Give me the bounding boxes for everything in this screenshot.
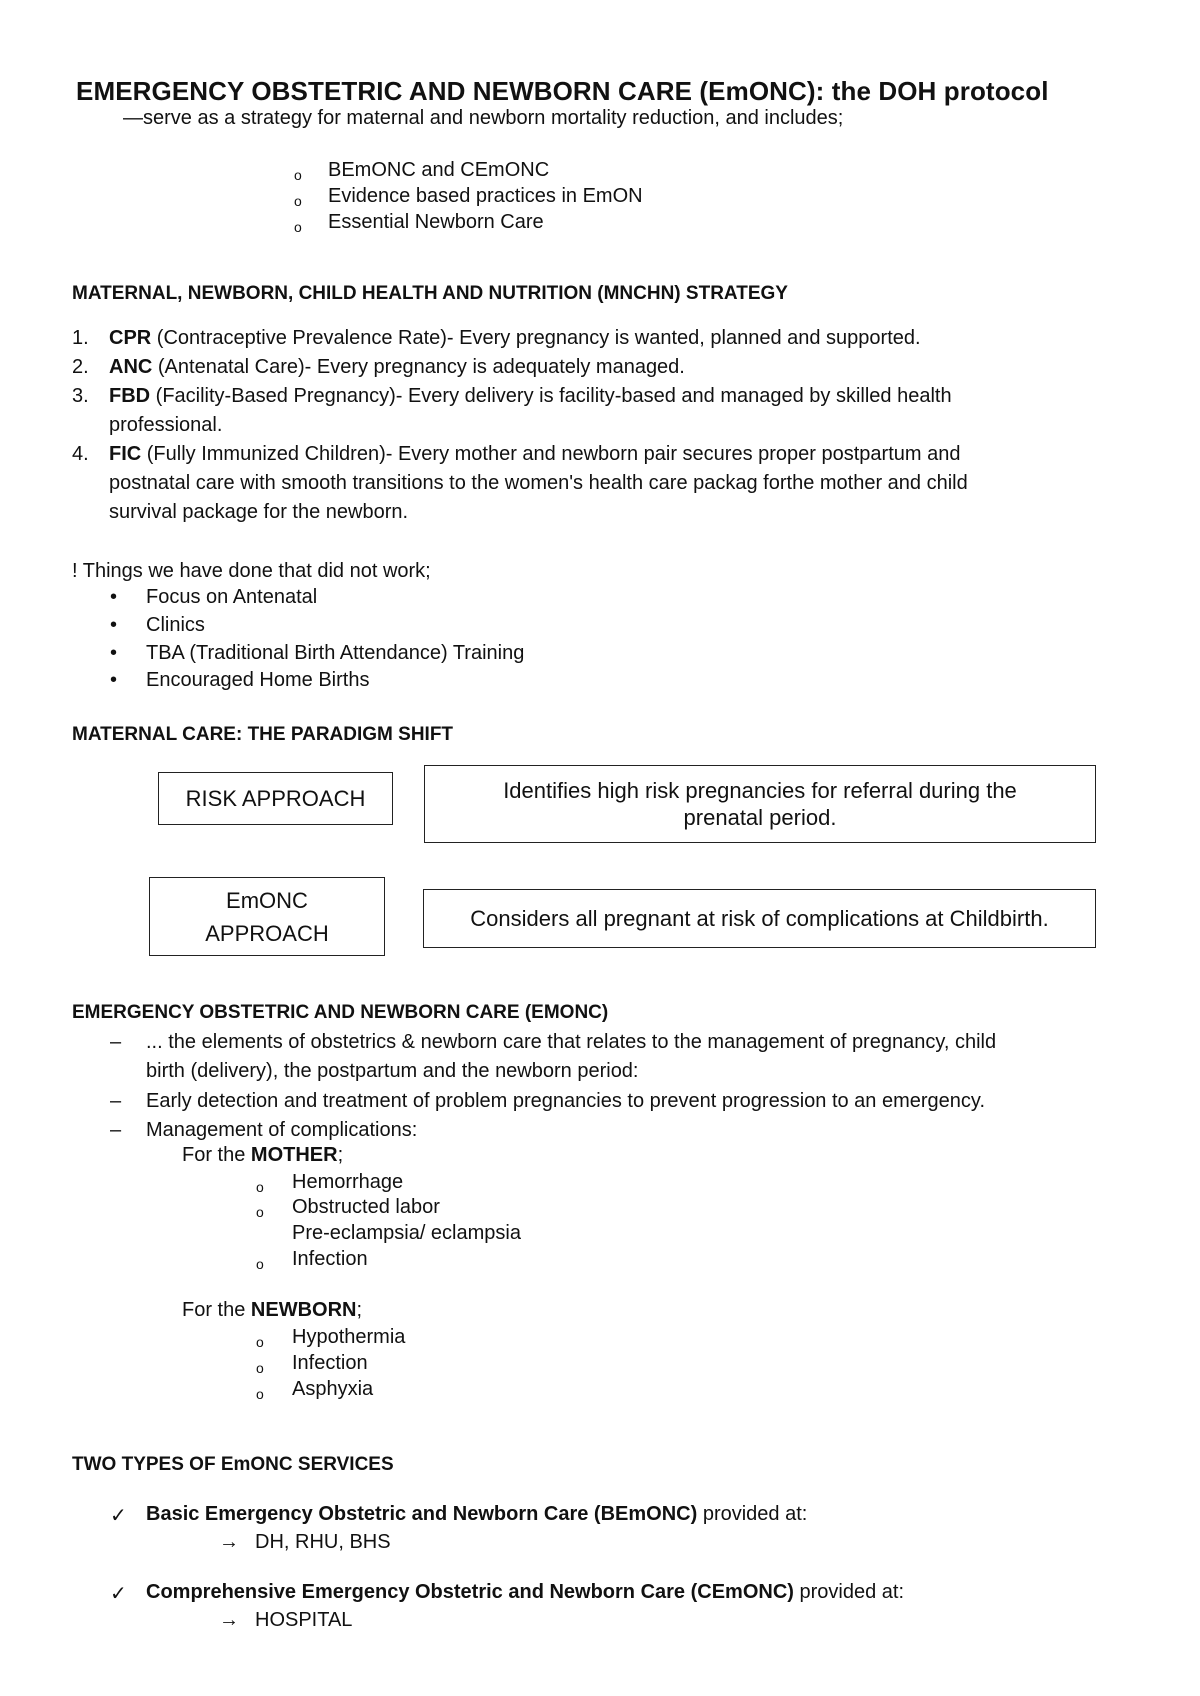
newborn-label-suffix: ; [356, 1299, 363, 1321]
things-item: TBA (Traditional Birth Attendance) Training [146, 642, 525, 664]
paradigm-heading: MATERNAL CARE: THE PARADIGM SHIFT [72, 724, 454, 745]
bullet-icon: • [110, 642, 118, 664]
comprehensive-service-name: Comprehensive Emergency Obstetric and Newborn Care (CEmONC) [146, 1581, 794, 1603]
mnchn-item-number: 1. [72, 327, 89, 349]
mother-complication: Obstructed labor [292, 1196, 440, 1218]
things-item: Focus on Antenatal [146, 586, 318, 608]
emonc-description: Considers all pregnant at risk of complications at Childbirth. [470, 906, 1049, 931]
mnchn-continuation: postnatal care with smooth transitions to the women's health care packag forthe mother and child [109, 472, 968, 494]
mnchn-item-number: 4. [72, 443, 89, 465]
emonc-approach-label-line2: APPROACH [205, 920, 329, 946]
mother-label-suffix: ; [337, 1144, 344, 1166]
mnchn-item-number: 2. [72, 356, 89, 378]
circle-bullet-icon: o [294, 219, 302, 235]
mnchn-item-number: 3. [72, 385, 89, 407]
right-arrow-icon: → [219, 1609, 239, 1631]
circle-bullet-icon: o [256, 1334, 264, 1350]
mother-label-bold: MOTHER [250, 1144, 338, 1166]
risk-description-box [424, 765, 1096, 843]
circle-bullet-icon: o [294, 167, 302, 183]
basic-service-name: Basic Emergency Obstetric and Newborn Care (BEmONC) [146, 1503, 698, 1525]
risk-description: Identifies high risk pregnancies for referral during the prenatal period. [503, 778, 1017, 830]
basic-service-suffix: provided at: [697, 1503, 808, 1525]
page-title: EMERGENCY OBSTETRIC AND NEWBORN CARE (EmONC): the DOH protocol [76, 76, 1049, 106]
mother-label [182, 1144, 343, 1167]
circle-bullet-icon: o [294, 193, 302, 209]
things-item: Clinics [146, 614, 205, 636]
intro-bullet: Evidence based practices in EmON [328, 185, 643, 207]
risk-approach-box [158, 772, 393, 825]
circle-bullet-icon: o [256, 1386, 264, 1402]
dash-bullet-icon: – [110, 1119, 122, 1141]
mnchn-text: (Fully Immunized Children)- Every mother and newborn pair secures proper postpartum and [141, 443, 961, 465]
circle-bullet-icon: o [256, 1204, 264, 1220]
mnchn-abbr: CPR [109, 327, 152, 349]
newborn-complication: Hypothermia [292, 1326, 406, 1348]
types-heading: TWO TYPES OF EmONC SERVICES [72, 1454, 394, 1475]
circle-bullet-icon: o [256, 1256, 264, 1272]
mnchn-abbr: FIC [109, 443, 142, 465]
basic-service [146, 1503, 807, 1526]
circle-bullet-icon: o [256, 1179, 264, 1195]
comprehensive-service [146, 1581, 904, 1604]
emonc-point: Management of complications: [146, 1119, 418, 1141]
mnchn-continuation: survival package for the newborn. [109, 501, 409, 523]
mnchn-abbr: ANC [109, 356, 153, 378]
comprehensive-service-location: HOSPITAL [255, 1609, 353, 1631]
emonc-point-continuation: birth (delivery), the postpartum and the newborn period: [146, 1060, 639, 1082]
emonc-point: ... the elements of obstetrics & newborn care that relates to the management of pregnancy, child [146, 1031, 997, 1053]
newborn-complication: Asphyxia [292, 1378, 374, 1400]
emonc-description-box [423, 889, 1096, 948]
things-item: Encouraged Home Births [146, 669, 370, 691]
mnchn-heading: MATERNAL, NEWBORN, CHILD HEALTH AND NUTRITION (MNCHN) STRATEGY [72, 283, 788, 304]
risk-approach-label: RISK APPROACH [185, 786, 366, 811]
checkmark-icon: ✓ [110, 1583, 127, 1605]
newborn-label-bold: NEWBORN [250, 1299, 357, 1321]
intro-text: —serve as a strategy for maternal and newborn mortality reduction, and includes; [123, 107, 844, 129]
bullet-icon: • [110, 614, 118, 636]
newborn-complication: Infection [292, 1352, 368, 1374]
emonc-approach-label-line1: EmONC [226, 887, 308, 913]
checkmark-icon: ✓ [110, 1505, 127, 1527]
basic-service-location: DH, RHU, BHS [255, 1531, 391, 1553]
right-arrow-icon: → [219, 1531, 239, 1553]
dash-bullet-icon: – [110, 1031, 122, 1053]
circle-bullet-icon: o [256, 1360, 264, 1376]
mnchn-continuation: professional. [109, 414, 223, 436]
intro-bullet: BEmONC and CEmONC [328, 159, 550, 181]
mnchn-item [109, 356, 685, 379]
mnchn-item [109, 443, 960, 466]
mnchn-item [109, 327, 921, 350]
newborn-label [182, 1299, 362, 1322]
mnchn-text: (Facility-Based Pregnancy)- Every delivery is facility-based and managed by skilled health [150, 385, 952, 407]
emonc-approach-box [149, 877, 385, 956]
mother-label-prefix: For the [182, 1144, 251, 1166]
dash-bullet-icon: – [110, 1090, 122, 1112]
mnchn-text: (Antenatal Care)- Every pregnancy is adequately managed. [152, 356, 685, 378]
bullet-icon: • [110, 586, 118, 608]
mnchn-item [109, 385, 952, 408]
mnchn-text: (Contraceptive Prevalence Rate)- Every pregnancy is wanted, planned and supported. [151, 327, 921, 349]
newborn-label-prefix: For the [182, 1299, 251, 1321]
comprehensive-service-suffix: provided at: [793, 1581, 905, 1603]
mother-complication: Pre-eclampsia/ eclampsia [292, 1222, 521, 1244]
mnchn-abbr: FBD [109, 385, 151, 407]
things-heading: ! Things we have done that did not work; [72, 560, 431, 582]
emonc-point: Early detection and treatment of problem pregnancies to prevent progression to an emergency. [146, 1090, 985, 1112]
emonc-heading: EMERGENCY OBSTETRIC AND NEWBORN CARE (EMONC) [72, 1002, 609, 1023]
mother-complication: Hemorrhage [292, 1171, 404, 1193]
mother-complication: Infection [292, 1248, 368, 1270]
bullet-icon: • [110, 669, 118, 691]
intro-bullet: Essential Newborn Care [328, 211, 544, 233]
